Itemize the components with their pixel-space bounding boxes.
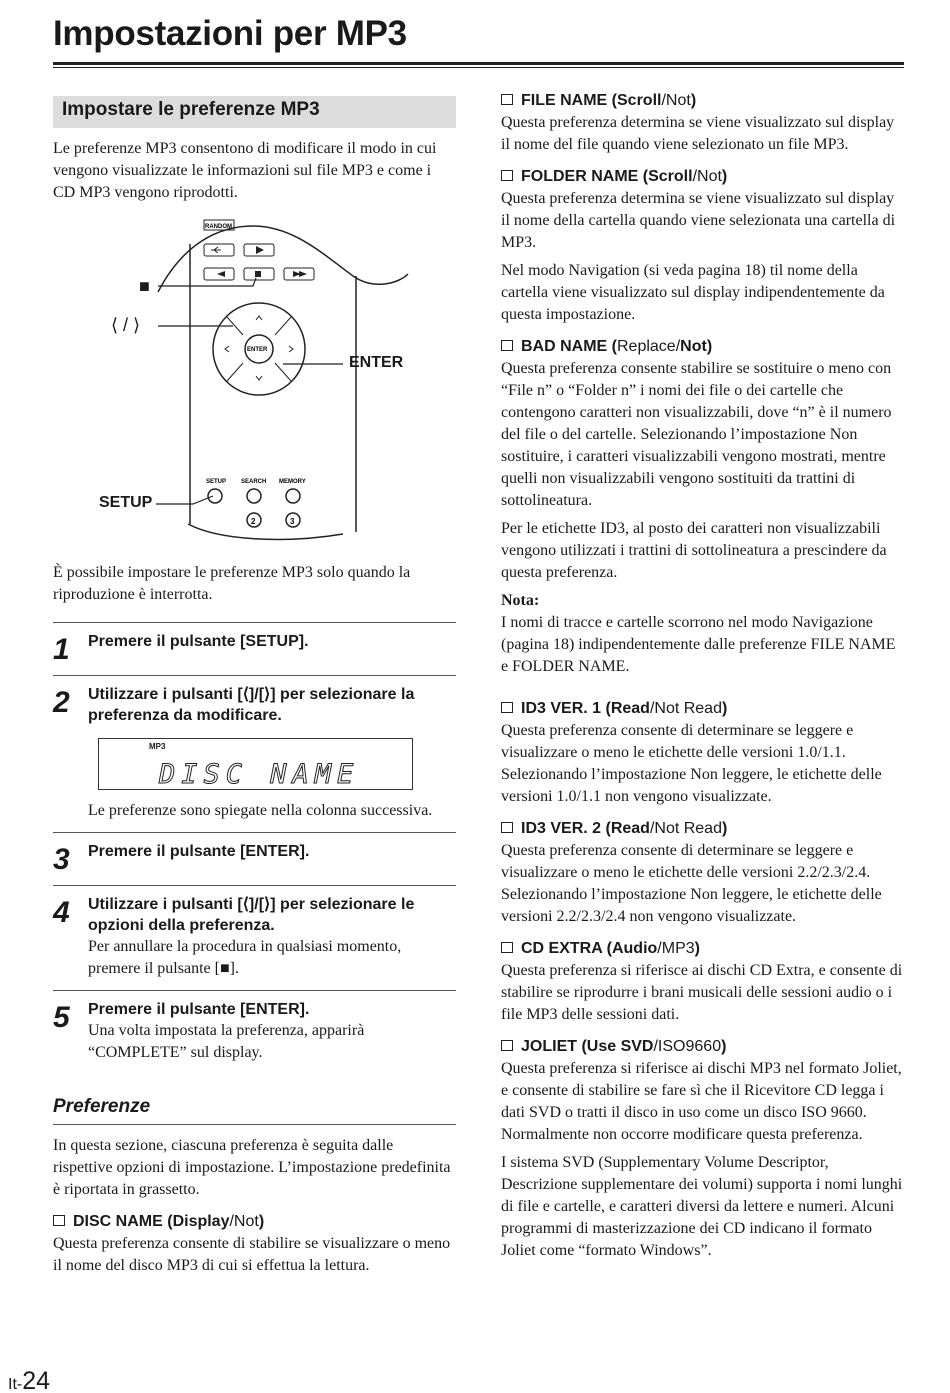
checkbox-icon <box>501 822 513 833</box>
pref-name: FOLDER NAME ( <box>521 168 649 185</box>
memory-btn-label: MEMORY <box>279 479 306 485</box>
lcd-display <box>98 738 413 790</box>
pref-alt: Replace/ <box>617 338 681 355</box>
step-4 <box>53 885 456 990</box>
step-title: Premere il pulsante [ENTER]. <box>88 1001 310 1018</box>
pref-text: Questa preferenza determina se viene visualizzato sul display il nome del file quando viene selezionato un file MP3. <box>501 114 895 153</box>
pref-bad-name <box>501 336 904 584</box>
pref-name: CD EXTRA ( <box>521 940 612 957</box>
footer-prefix: It- <box>8 1376 23 1393</box>
step-number: 2 <box>53 686 70 719</box>
step-title: Premere il pulsante [ENTER]. <box>88 843 310 860</box>
pref-title <box>501 90 904 112</box>
btn-3-label: 3 <box>290 517 295 526</box>
step-title: Premere il pulsante [SETUP]. <box>88 633 309 650</box>
section-title: Impostare le preferenze MP3 <box>53 96 456 128</box>
preferences-subhead: Preferenze <box>53 1096 456 1125</box>
pref-name: ID3 VER. 1 ( <box>521 700 611 717</box>
pref-text: Questa preferenza determina se viene visualizzato sul display il nome della cartella quando viene selezionata una cartella di MP3. <box>501 190 896 251</box>
enter-btn-label: ENTER <box>247 347 268 353</box>
pref-alt: /ISO9660 <box>653 1038 722 1055</box>
after-remote-paragraph: È possibile impostare le preferenze MP3 solo quando la riproduzione è interrotta. <box>53 564 411 603</box>
pref-close: ) <box>721 700 728 717</box>
step-text: Una volta impostata la preferenza, apparirà “COMPLETE” sul display. <box>88 1022 365 1061</box>
pref-title <box>501 698 904 720</box>
pref-folder-name <box>501 166 904 326</box>
checkbox-icon <box>501 170 513 181</box>
pref-default: Read <box>610 820 650 837</box>
pref-title <box>501 1036 904 1058</box>
search-btn-label: SEARCH <box>241 479 267 485</box>
pref-default: Display <box>172 1213 230 1230</box>
pref-alt: /Not Read <box>649 820 722 837</box>
step-5 <box>53 990 456 1074</box>
pref-id3-v1 <box>501 698 904 808</box>
pref-alt: /Not <box>661 92 691 109</box>
pref-joliet <box>501 1036 904 1262</box>
step-number: 3 <box>53 843 70 876</box>
step-number: 1 <box>53 633 70 666</box>
remote-illustration <box>53 214 456 544</box>
page-number: 24 <box>22 1367 51 1393</box>
btn-2-label: 2 <box>251 517 256 526</box>
pref-default: Use SVD <box>586 1038 654 1055</box>
step-1 <box>53 622 456 675</box>
pref-alt: /Not <box>229 1213 259 1230</box>
step-number: 5 <box>53 1001 70 1034</box>
step-title: Utilizzare i pulsanti [⟨]/[⟩] per selezionare la preferenza da modificare. <box>88 686 415 724</box>
setup-btn-label: SETUP <box>206 479 227 485</box>
pref-title <box>501 938 904 960</box>
step-title: Utilizzare i pulsanti [⟨]/[⟩] per selezionare le opzioni della preferenza. <box>88 896 415 934</box>
page-footer <box>8 1367 50 1393</box>
checkbox-icon <box>501 702 513 713</box>
title-rule <box>53 62 904 65</box>
checkbox-icon <box>501 942 513 953</box>
pref-alt: /Not <box>692 168 722 185</box>
pref-name: BAD NAME ( <box>521 338 617 355</box>
pref-name: DISC NAME ( <box>73 1213 173 1230</box>
pref-text: Questa preferenza si riferisce ai dischi CD Extra, e consente di stabilire se riprodurre i brani musicali delle sessioni audio o i file MP3 delle sessioni dati. <box>501 962 903 1023</box>
pref-text-2: Per le etichette ID3, al posto dei caratteri non visualizzabili vengono utilizzati i trattini di sottolineatura a prescindere da questa preferenza. <box>501 520 887 581</box>
stop-label: ■ <box>139 276 150 296</box>
note-label: Nota: <box>501 592 540 609</box>
pref-name: ID3 VER. 2 ( <box>521 820 611 837</box>
checkbox-icon <box>501 94 513 105</box>
pref-close: ) <box>690 92 697 109</box>
pref-text: Questa preferenza consente stabilire se sostituire o meno con “File n” o “Folder n” i nomi dei file o dei cartelle che contengono caratteri non visualizzabili, dove “n” è il numero del file o del cartelle. Selezionando l’impostazione Non sostituire, i caratteri visualizzabili vengono mostrati, mentre quelli non visualizzabili vengono sostituiti da trattini di sottolineatura. <box>501 360 892 509</box>
steps-list <box>53 622 456 1074</box>
pref-cd-extra <box>501 938 904 1026</box>
pref-default: Audio <box>611 940 658 957</box>
step-number: 4 <box>53 896 70 929</box>
note-text: I nomi di tracce e cartelle scorrono nel modo Navigazione (pagina 18) indipendentemente dalle preferenze FILE NAME e FOLDER NAME. <box>501 614 896 675</box>
pref-text: Questa preferenza consente di stabilire se visualizzare o meno il nome del disco MP3 di cui si effettua la lettura. <box>53 1235 451 1274</box>
checkbox-icon <box>53 1215 65 1226</box>
pref-default: Scroll <box>648 168 693 185</box>
intro-paragraph: Le preferenze MP3 consentono di modificare il modo in cui vengono visualizzate le informazioni sul file MP3 e come i CD MP3 vengono riprodotti. <box>53 140 437 201</box>
pref-id3-v2 <box>501 818 904 928</box>
enter-label: ENTER <box>349 354 404 371</box>
step-text: Per annullare la procedura in qualsiasi momento, premere il pulsante [■]. <box>88 938 402 977</box>
step-2 <box>53 675 456 832</box>
pref-default: Scroll <box>617 92 662 109</box>
lcd-text: DISC NAME <box>159 759 360 790</box>
pref-close: ) <box>721 820 728 837</box>
setup-label: SETUP <box>99 494 153 511</box>
lcd-indicator: MP3 <box>149 742 166 751</box>
step-3 <box>53 832 456 885</box>
pref-text: Questa preferenza consente di determinare se leggere e visualizzare o meno le etichette delle versioni 1.0/1.1. Selezionando l’impostazione Non leggere, le etichette delle versioni 1.0/1.1 non vengono visualizzate. <box>501 722 882 805</box>
right-column <box>501 90 904 1262</box>
pref-close: ) <box>694 940 700 957</box>
arrows-label: ⟨ / ⟩ <box>111 315 141 335</box>
title-rule-thin <box>53 67 904 68</box>
page-title: Impostazioni per MP3 <box>53 14 407 53</box>
pref-name: JOLIET ( <box>521 1038 587 1055</box>
pref-title <box>501 336 904 358</box>
pref-title <box>53 1211 456 1233</box>
pref-close: ) <box>721 168 728 185</box>
checkbox-icon <box>501 340 513 351</box>
pref-default: Not <box>680 338 707 355</box>
pref-text-2: I sistema SVD (Supplementary Volume Descriptor, Descrizione supplementare dei volumi) supporta i nomi lunghi di file e cartelle, e caratteri diversi da lettere e numeri. Alcuni programmi di masterizzazione dei CD indicano il formato Joliet come “formato Windows”. <box>501 1154 903 1259</box>
left-column <box>53 96 456 1277</box>
preferences-intro: In questa sezione, ciascuna preferenza è seguita dalle rispettive opzioni di impostazione. L’impostazione predefinita è riportata in grassetto. <box>53 1137 451 1198</box>
pref-default: Read <box>610 700 650 717</box>
pref-name: FILE NAME ( <box>521 92 617 109</box>
pref-text: Questa preferenza si riferisce ai dischi MP3 nel formato Joliet, e consente di stabilire se fare sì che il Ricevitore CD legga i dati SVD o tratti il disco in uso come un disco ISO 9660. Normalmente non occorre modificare questa preferenza. <box>501 1060 902 1143</box>
pref-alt: /MP3 <box>657 940 695 957</box>
pref-disc-name <box>53 1211 456 1277</box>
pref-close: ) <box>706 338 713 355</box>
pref-alt: /Not Read <box>649 700 722 717</box>
pref-title <box>501 818 904 840</box>
pref-text-2: Nel modo Navigation (si veda pagina 18) til nome della cartella viene visualizzato sul display indipendentemente da questa impostazione. <box>501 262 885 323</box>
pref-text: Questa preferenza consente di determinare se leggere e visualizzare o meno le etichette delle versioni 2.2/2.3/2.4. Selezionando l’impostazione Non leggere, le etichette delle versioni 2.2/2.3/2.4 non vengono visualizzate. <box>501 842 882 925</box>
pref-close: ) <box>721 1038 727 1055</box>
step-text: Le preferenze sono spiegate nella colonna successiva. <box>88 802 433 819</box>
pref-title <box>501 166 904 188</box>
pref-close: ) <box>258 1213 265 1230</box>
checkbox-icon <box>501 1040 513 1051</box>
random-label: RANDOM <box>205 224 232 230</box>
pref-file-name <box>501 90 904 156</box>
